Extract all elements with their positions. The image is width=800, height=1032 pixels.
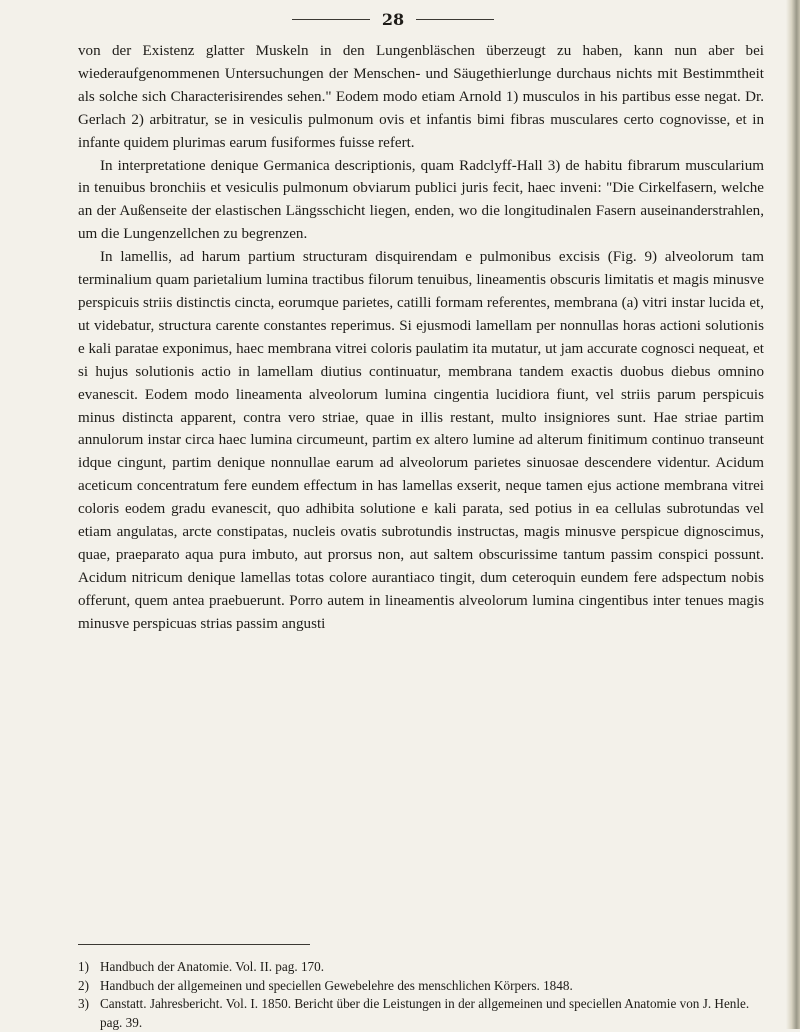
footnote-number: 2) [78, 977, 89, 993]
footnote-3 [78, 995, 764, 1032]
paragraph-3: In lamellis, ad harum partium structuram disquirendam e pulmonibus excisis (Fig. 9) alveolorum tam terminalium quam parietalium lumina tractibus filorum tenuibus, lineamentis obscuris limitatis et magis minusve perspicuis striis distinctis cincta, eorumque parietes, catilli formam referentes, membrana (a) vitri instar lucida et, ut videbatur, structura carente constantes reperimus. Si ejusmodi lamellam per nonnullas horas actioni solutionis e kali paratae exponimus, haec membrana vitrei coloris paulatim ita mutatur, ut jam accurate cognosci nequeat, et si hujus solutionis actio in lamellam diutius continuatur, membrana tandem exactis duobus diebus omnino evanescit. Eodem modo lineamenta alveolorum lumina cingentia lucidiora fiunt, vel striis parum perspicuis minus distincta apparent, contra vero striae, quae in illis restant, multo insigniores sunt. Hae striae partim annulorum instar circa haec lumina circumeunt, partim ex altero lumine ad alterum finitimum continuo transeunt idque cingunt, partim denique nonnullae earum ad alveolorum parietes sinuosae descendere videntur. Acidum aceticum concentratum fere eundem effectum in has lamellas exserit, neque tamen ejus actione membrana vitrei coloris eodem gradu evanescit, quo adhibita solutione e kali parata, sed potius in ea cellulas subrotundas vel etiam angulatas, arcte constipatas, nucleis ovatis subrotundis instructas, magis minusve perspicue dignoscimus, quae, praeparato aqua pura imbuto, aut prorsus non, aut saltem obscurissime tantum passim conspici possunt. Acidum nitricum denique lamellas totas colore aurantiaco tingit, dum ceteroquin eundem fere adspectum nobis offerunt, quem antea praebuerunt. Porro autem in lineamentis alveolorum lumina cingentibus inter tenues magis minusve perspicuas strias passim angusti [78, 249, 764, 632]
body-text [78, 40, 764, 636]
footnote-text: Handbuch der allgemeinen und speciellen Gewebelehre des menschlichen Körpers. 1848. [100, 977, 573, 993]
footnote-number: 1) [78, 959, 89, 974]
footnotes [78, 958, 764, 1032]
footnote-text: Handbuch der Anatomie. Vol. II. pag. 170. [100, 959, 325, 974]
footnote-2 [78, 977, 764, 996]
page-number: 28 [381, 10, 405, 29]
paragraph-2: In interpretatione denique Germanica descriptionis, quam Radclyff-Hall 3) de habitu fibrarum muscularium in tenuibus bronchiis et vesiculis pulmonum obviarum publici juris fecit, haec inveni: "Die Cirkelfasern, welche an der Außenseite der elastischen Längsschicht liegen, enden, wo die longitudinalen Fasern auseinanderstrahlen, um die Lungenzellchen zu begrenzen. [78, 157, 764, 243]
page-header [0, 10, 786, 29]
header-rule-left [292, 19, 370, 20]
footnote-1 [78, 958, 764, 977]
footnote-number: 3) [78, 996, 89, 1012]
page-edge-shadow [786, 0, 800, 1029]
footnote-separator [78, 944, 310, 945]
footnote-text: Canstatt. Jahresbericht. Vol. I. 1850. Bericht über die Leistungen in der allgemeinen und speciellen Anatomie von J. Henle. pag. 39. [100, 996, 750, 1030]
paragraph-1: von der Existenz glatter Muskeln in den Lungenbläschen überzeugt zu haben, kann nun aber bei wiederaufgenommenen Untersuchungen der Menschen- und Säugethierlunge durchaus nichts mit Bestimmtheit als solche sich Characterisirendes sehen." Eodem modo etiam Arnold 1) musculos in his partibus esse negat. Dr. Gerlach 2) arbitratur, se in vesiculis pulmonum ovis et infantis bimi fibras musculares certo cognovisse, et in infante quidem plurimas earum fusiformes fuisse refert. [78, 43, 764, 151]
header-rule-right [416, 19, 494, 20]
